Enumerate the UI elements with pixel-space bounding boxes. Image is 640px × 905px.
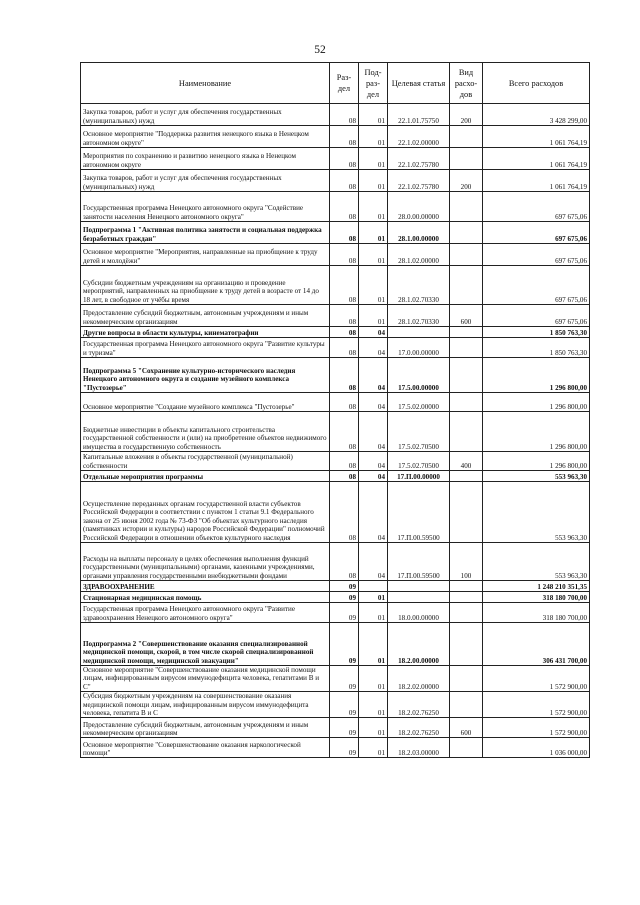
cell-razdel: 08 — [330, 393, 359, 412]
cell-razdel: 08 — [330, 148, 359, 170]
cell-podrazdel: 04 — [359, 327, 388, 338]
cell-article: 28.0.00.00000 — [388, 192, 450, 222]
cell-podrazdel: 01 — [359, 222, 388, 244]
table-row — [81, 471, 590, 482]
cell-razdel: 08 — [330, 244, 359, 266]
cell-name: Закупка товаров, работ и услуг для обеспечения государственных (муниципальных) нужд — [81, 104, 330, 126]
budget-table — [80, 62, 590, 758]
cell-vid — [450, 623, 483, 666]
cell-vid: 100 — [450, 543, 483, 581]
cell-vid — [450, 738, 483, 758]
cell-vid — [450, 358, 483, 393]
header-name: Наименование — [81, 63, 330, 104]
cell-razdel: 08 — [330, 266, 359, 305]
cell-article: 28.1.02.00000 — [388, 244, 450, 266]
cell-vid — [450, 603, 483, 623]
table-row — [81, 148, 590, 170]
table-row — [81, 393, 590, 412]
cell-total: 697 675,06 — [483, 192, 590, 222]
cell-vid — [450, 581, 483, 592]
table-row — [81, 222, 590, 244]
table-row — [81, 482, 590, 543]
cell-total: 697 675,06 — [483, 244, 590, 266]
cell-vid — [450, 393, 483, 412]
cell-name: Предоставление субсидий бюджетным, автономным учреждениям и иным некоммерческим организациям — [81, 305, 330, 327]
cell-total: 697 675,06 — [483, 305, 590, 327]
cell-article — [388, 327, 450, 338]
cell-article: 17.П.00.59500 — [388, 482, 450, 543]
header-total: Всего расходов — [483, 63, 590, 104]
cell-name: Основное мероприятие "Создание музейного комплекса "Пустозерье" — [81, 393, 330, 412]
cell-podrazdel: 04 — [359, 452, 388, 471]
cell-vid: 400 — [450, 452, 483, 471]
cell-podrazdel: 04 — [359, 543, 388, 581]
cell-name: Подпрограмма 2 "Совершенствование оказания специализированной медицинской помощи, скорой, в том числе скорой специализированной медицинской помощи, медицинской эвакуации" — [81, 623, 330, 666]
cell-razdel: 09 — [330, 692, 359, 718]
cell-razdel: 08 — [330, 305, 359, 327]
cell-razdel: 08 — [330, 482, 359, 543]
cell-total: 1 296 800,00 — [483, 393, 590, 412]
cell-vid — [450, 471, 483, 482]
cell-podrazdel: 01 — [359, 148, 388, 170]
cell-name: Основное мероприятие "Совершенствование оказания медицинской помощи лицам, инфицированным вирусом иммунодефицита человека, гепатитами В и С" — [81, 666, 330, 692]
cell-razdel: 08 — [330, 126, 359, 148]
cell-name: Государственная программа Ненецкого автономного округа "Содействие занятости населения Ненецкого автономного округа" — [81, 192, 330, 222]
table-row — [81, 543, 590, 581]
cell-article: 18.2.03.00000 — [388, 738, 450, 758]
cell-razdel: 08 — [330, 327, 359, 338]
cell-podrazdel: 01 — [359, 692, 388, 718]
table-row — [81, 104, 590, 126]
cell-razdel: 08 — [330, 543, 359, 581]
cell-name: Другие вопросы в области культуры, кинематографии — [81, 327, 330, 338]
cell-vid: 600 — [450, 718, 483, 738]
cell-name: Осуществление переданных органам государственной власти субъектов Российской Федерации в соответствии с пунктом 1 статьи 9.1 Федерального закона от 25 июня 2002 года № 73-ФЗ "Об объектах культурного наследия (памятниках истории и культуры) народов Российской Федерации" полномочий Российской Федерации в отношении объектов культурного наследия — [81, 482, 330, 543]
cell-total: 1 061 764,19 — [483, 148, 590, 170]
table-row — [81, 170, 590, 192]
cell-podrazdel: 01 — [359, 592, 388, 603]
cell-podrazdel: 04 — [359, 393, 388, 412]
table-row — [81, 452, 590, 471]
cell-razdel: 09 — [330, 666, 359, 692]
table-row — [81, 581, 590, 592]
table-row — [81, 412, 590, 452]
cell-article: 18.2.02.00000 — [388, 666, 450, 692]
cell-total: 553 963,30 — [483, 543, 590, 581]
cell-podrazdel: 01 — [359, 104, 388, 126]
cell-name: Отдельные мероприятия программы — [81, 471, 330, 482]
header-row — [81, 63, 590, 104]
cell-podrazdel: 01 — [359, 126, 388, 148]
cell-article: 22.1.02.00000 — [388, 126, 450, 148]
cell-name: Государственная программа Ненецкого автономного округа "Развитие здравоохранения Ненецкого автономного округа" — [81, 603, 330, 623]
cell-vid — [450, 666, 483, 692]
cell-article: 17.5.00.00000 — [388, 358, 450, 393]
cell-total: 1 248 210 351,35 — [483, 581, 590, 592]
cell-total: 697 675,06 — [483, 266, 590, 305]
cell-razdel: 09 — [330, 603, 359, 623]
table-row — [81, 305, 590, 327]
cell-total: 1 061 764,19 — [483, 126, 590, 148]
cell-name: Подпрограмма 1 "Активная политика занятости и социальная поддержка безработных граждан" — [81, 222, 330, 244]
cell-podrazdel: 04 — [359, 412, 388, 452]
cell-podrazdel: 04 — [359, 482, 388, 543]
cell-name: Основное мероприятие "Совершенствование оказания наркологической помощи" — [81, 738, 330, 758]
cell-name: Субсидии бюджетным учреждениям на организацию и проведение мероприятий, направленных на приобщение к труду детей в возрасте от 14 до 18 лет, в свободное от учёбы время — [81, 266, 330, 305]
cell-podrazdel: 01 — [359, 738, 388, 758]
header-article: Целевая статья — [388, 63, 450, 104]
cell-article: 22.1.01.75750 — [388, 104, 450, 126]
cell-article: 22.1.02.75780 — [388, 148, 450, 170]
cell-total: 1 296 800,00 — [483, 358, 590, 393]
table-row — [81, 327, 590, 338]
header-razdel: Раз-дел — [330, 63, 359, 104]
table-row — [81, 623, 590, 666]
cell-total: 306 431 700,00 — [483, 623, 590, 666]
cell-total: 1 850 763,30 — [483, 327, 590, 338]
cell-podrazdel: 04 — [359, 338, 388, 358]
cell-article: 28.1.00.00000 — [388, 222, 450, 244]
cell-podrazdel: 01 — [359, 266, 388, 305]
table-row — [81, 692, 590, 718]
cell-name: Государственная программа Ненецкого автономного округа "Развитие культуры и туризма" — [81, 338, 330, 358]
cell-name: Основное мероприятие "Мероприятия, направленные на приобщение к труду детей и молодёжи" — [81, 244, 330, 266]
cell-article: 17.5.02.00000 — [388, 393, 450, 412]
cell-vid — [450, 338, 483, 358]
cell-total: 553 963,30 — [483, 482, 590, 543]
cell-total: 1 061 764,19 — [483, 170, 590, 192]
cell-total: 1 572 900,00 — [483, 692, 590, 718]
cell-total: 1 572 900,00 — [483, 718, 590, 738]
cell-razdel: 08 — [330, 338, 359, 358]
page-number: 52 — [314, 44, 326, 56]
table-row — [81, 738, 590, 758]
cell-article: 17.5.02.70500 — [388, 452, 450, 471]
table-row — [81, 244, 590, 266]
cell-razdel: 08 — [330, 452, 359, 471]
cell-vid — [450, 692, 483, 718]
cell-podrazdel: 01 — [359, 623, 388, 666]
cell-total: 1 850 763,30 — [483, 338, 590, 358]
cell-vid — [450, 126, 483, 148]
cell-article: 28.1.02.70330 — [388, 305, 450, 327]
cell-vid: 200 — [450, 104, 483, 126]
header-podrazdel: Под-раз-дел — [359, 63, 388, 104]
cell-razdel: 08 — [330, 104, 359, 126]
cell-article: 18.0.00.00000 — [388, 603, 450, 623]
table-row — [81, 666, 590, 692]
cell-total: 1 572 900,00 — [483, 666, 590, 692]
cell-article: 28.1.02.70330 — [388, 266, 450, 305]
table-row — [81, 358, 590, 393]
cell-razdel: 09 — [330, 581, 359, 592]
cell-article — [388, 581, 450, 592]
cell-razdel: 09 — [330, 718, 359, 738]
table-body — [81, 104, 590, 758]
cell-total: 3 428 299,00 — [483, 104, 590, 126]
cell-name: ЗДРАВООХРАНЕНИЕ — [81, 581, 330, 592]
cell-article: 17.0.00.00000 — [388, 338, 450, 358]
cell-vid — [450, 222, 483, 244]
cell-vid — [450, 192, 483, 222]
cell-vid — [450, 327, 483, 338]
cell-total: 318 180 700,00 — [483, 603, 590, 623]
cell-podrazdel: 04 — [359, 358, 388, 393]
table-row — [81, 266, 590, 305]
table-row — [81, 718, 590, 738]
cell-name: Бюджетные инвестиции в объекты капитального строительства государственной собственности и (или) на приобретение объектов недвижимого имущества в государственную собственность — [81, 412, 330, 452]
cell-name: Расходы на выплаты персоналу в целях обеспечения выполнения функций государственными (муниципальными) органами, казенными учреждениями, органами управления государственными внебюджетными фондами — [81, 543, 330, 581]
cell-podrazdel: 01 — [359, 305, 388, 327]
cell-name: Стационарная медицинская помощь — [81, 592, 330, 603]
table-row — [81, 192, 590, 222]
cell-total: 1 036 000,00 — [483, 738, 590, 758]
cell-vid — [450, 266, 483, 305]
cell-razdel: 08 — [330, 412, 359, 452]
cell-name: Предоставление субсидий бюджетным, автономным учреждениям и иным некоммерческим организациям — [81, 718, 330, 738]
cell-razdel: 08 — [330, 192, 359, 222]
cell-podrazdel: 04 — [359, 471, 388, 482]
cell-vid — [450, 482, 483, 543]
cell-name: Субсидия бюджетным учреждениям на совершенствование оказания медицинской помощи лицам, инфицированным вирусом иммунодефицита человека, гепатита В и С — [81, 692, 330, 718]
cell-razdel: 09 — [330, 623, 359, 666]
cell-article: 22.1.02.75780 — [388, 170, 450, 192]
cell-article — [388, 592, 450, 603]
cell-podrazdel: 01 — [359, 170, 388, 192]
cell-vid — [450, 412, 483, 452]
cell-vid: 600 — [450, 305, 483, 327]
header-vid: Вид расхо-дов — [450, 63, 483, 104]
cell-name: Капитальные вложения в объекты государственной (муниципальной) собственности — [81, 452, 330, 471]
cell-article: 17.5.02.70500 — [388, 412, 450, 452]
cell-vid — [450, 592, 483, 603]
cell-razdel: 08 — [330, 471, 359, 482]
table-row — [81, 338, 590, 358]
cell-podrazdel: 01 — [359, 666, 388, 692]
table-row — [81, 592, 590, 603]
cell-name: Закупка товаров, работ и услуг для обеспечения государственных (муниципальных) нужд — [81, 170, 330, 192]
cell-name: Мероприятия по сохранению и развитию ненецкого языка в Ненецком автономном округе — [81, 148, 330, 170]
table-row — [81, 126, 590, 148]
cell-article: 17.П.00.00000 — [388, 471, 450, 482]
cell-total: 553 963,30 — [483, 471, 590, 482]
cell-article: 18.2.02.76250 — [388, 718, 450, 738]
cell-article: 18.2.02.76250 — [388, 692, 450, 718]
cell-total: 697 675,06 — [483, 222, 590, 244]
table-row — [81, 603, 590, 623]
cell-total: 1 296 800,00 — [483, 452, 590, 471]
cell-razdel: 09 — [330, 592, 359, 603]
cell-razdel: 08 — [330, 170, 359, 192]
cell-total: 318 180 700,00 — [483, 592, 590, 603]
cell-vid — [450, 244, 483, 266]
cell-total: 1 296 800,00 — [483, 412, 590, 452]
cell-name: Основное мероприятие "Поддержка развития ненецкого языка в Ненецком автономном округе" — [81, 126, 330, 148]
cell-podrazdel: 01 — [359, 603, 388, 623]
cell-article: 17.П.00.59500 — [388, 543, 450, 581]
cell-article: 18.2.00.00000 — [388, 623, 450, 666]
cell-podrazdel: 01 — [359, 718, 388, 738]
cell-podrazdel: 01 — [359, 244, 388, 266]
cell-razdel: 08 — [330, 222, 359, 244]
cell-podrazdel — [359, 581, 388, 592]
cell-razdel: 08 — [330, 358, 359, 393]
cell-name: Подпрограмма 5 "Сохранение культурно-исторического наследия Ненецкого автономного округа и создание музейного комплекса "Пустозерье" — [81, 358, 330, 393]
cell-vid — [450, 148, 483, 170]
cell-vid: 200 — [450, 170, 483, 192]
cell-podrazdel: 01 — [359, 192, 388, 222]
cell-razdel: 09 — [330, 738, 359, 758]
